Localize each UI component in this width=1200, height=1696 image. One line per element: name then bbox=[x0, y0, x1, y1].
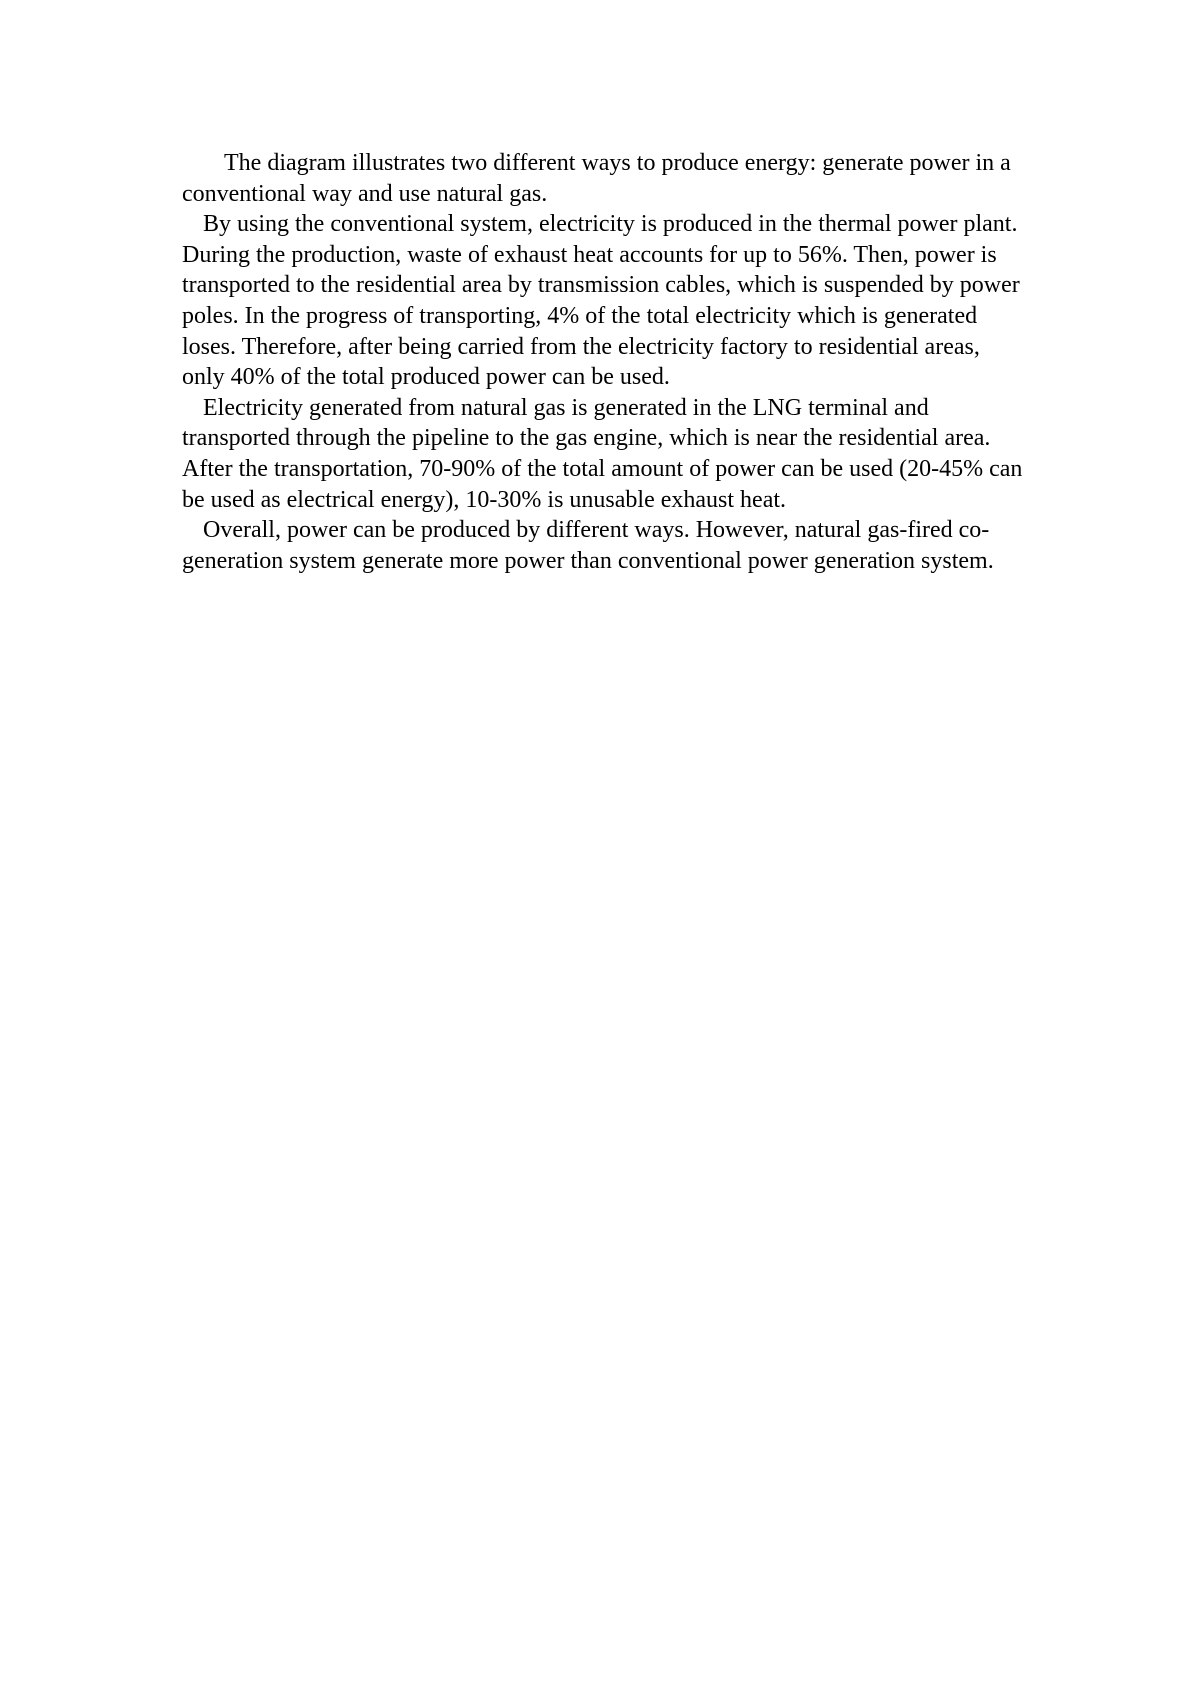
paragraph-conclusion: Overall, power can be produced by different ways. However, natural gas-fired co-generation system generate more power than conventional power generation system. bbox=[182, 517, 994, 574]
essay-body bbox=[182, 148, 1028, 576]
paragraph-intro: The diagram illustrates two different ways to produce energy: generate power in a conventional way and use natural gas. bbox=[182, 150, 1011, 207]
paragraph-conventional-system: By using the conventional system, electricity is produced in the thermal power plant. During the production, waste of exhaust heat accounts for up to 56%. Then, power is transported to the residential area by transmission cables, which is suspended by power poles. In the progress of transporting, 4% of the total electricity which is generated loses. Therefore, after being carried from the electricity factory to residential areas, only 40% of the total produced power can be used. bbox=[182, 211, 1020, 391]
paragraph-natural-gas-system: Electricity generated from natural gas is generated in the LNG terminal and transported through the pipeline to the gas engine, which is near the residential area. After the transportation, 70-90% of the total amount of power can be used (20-45% can be used as electrical energy), 10-30% is unusable exhaust heat. bbox=[182, 394, 1023, 513]
